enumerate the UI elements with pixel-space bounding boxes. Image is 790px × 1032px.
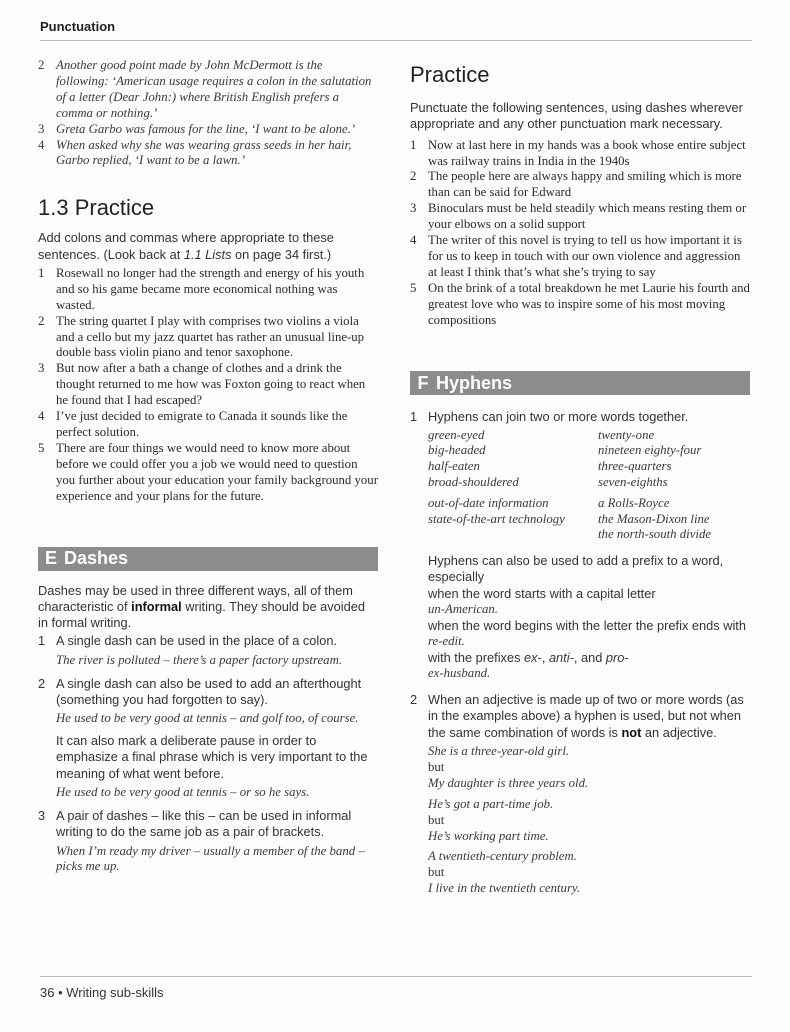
rule-text: A single dash can be used in the place of a colon. [56,633,338,649]
rule-after: an adjective. [641,724,717,740]
example-word: seven-eighths [598,474,668,489]
list-item [38,361,378,409]
item-number: 3 [410,201,417,216]
running-head: Punctuation [40,19,116,34]
but-label: but [428,812,445,827]
left-column [38,58,378,875]
item-text: The writer of this novel is trying to tell us how important it is for us to keep in touch with our own violence and aggression at least I think that’s what she’s trying to say [428,233,742,279]
section-f-banner [410,371,750,395]
rule-text: A single dash can also be used to add an afterthought (something you had forgotten to say). [56,675,362,707]
section-letter: F [417,372,429,393]
item-number: 3 [38,361,45,376]
item-text: When asked why she was wearing grass seeds in her hair, Garbo replied, ‘I want to be a lawn.’ [56,137,352,168]
intro-bold: informal [131,598,182,614]
page-footer: 36 • Writing sub-skills [40,985,164,1000]
list-item [410,169,750,201]
example-word: big-headed [428,443,486,458]
capital-example: un-American. [428,601,499,616]
prefix-list-before: with the prefixes [428,649,525,665]
prefix-pro: pro- [605,649,629,665]
item-number: 4 [410,233,417,248]
practice-instructions: Punctuate the following sentences, using dashes wherever appropriate and any other punctuation mark necessary. [410,100,743,132]
item-text: Greta Garbo was famous for the line, ‘I want to be alone.’ [56,121,356,136]
item-number: 4 [38,137,45,152]
item-number: 3 [38,121,45,136]
rule-text-2: It can also mark a deliberate pause in order to emphasize a final phrase which is very important to the meaning of what went before. [56,733,368,781]
item-text: Another good point made by John McDermott is the following: ‘American usage requires a colon in the salutation of a letter (Dear John:) where British English prefers a comma or nothing.’ [56,58,372,120]
item-text: There are four things we would need to know more about before we could offer you a job we would need to question you further about your education your family background your experience and your plans for the future. [56,440,378,503]
example-word: broad-shouldered [428,474,519,489]
list-item [38,441,378,505]
capital-rule: when the word starts with a capital letter [428,585,656,601]
rule-example: When I’m ready my driver – usually a member of the band – picks me up. [56,843,365,874]
list-item [410,233,750,281]
item-number: 1 [38,633,46,649]
item-text: The string quartet I play with comprises two violins a viola and a cello but my jazz quartet has rather an unusual line-up double bass violin piano and tenor saxophone. [56,313,365,360]
example-word: green-eyed [428,427,485,442]
header-rule [40,40,752,41]
list-item [38,58,378,122]
example-word: a Rolls-Royce [598,496,670,511]
prefix-example: ex-husband. [428,666,491,681]
section-letter: E [44,548,57,569]
example-word: nineteen eighty-four [598,443,702,458]
hyphen-rule-1 [410,409,750,682]
non-adjective-example: My daughter is three years old. [428,775,589,790]
prefix-sep: , and [573,649,606,665]
item-text: Binoculars must be held steadily which means resting them or your elbows on a solid support [428,201,747,232]
list-item [38,266,378,314]
instr-reference: 1.1 Lists [183,246,232,262]
prefix-intro: Hyphens can also be used to add a prefix to a word, especially [428,552,724,585]
list-item [38,122,378,138]
item-number: 1 [38,265,45,280]
example-word: out-of-date information [428,496,549,511]
item-number: 1 [410,409,418,425]
hyphen-examples-grid-1 [428,428,750,490]
item-text: Now at last here in my hands was a book whose entire subject was railway trains in India in the 1940s [428,137,746,168]
right-column [410,62,750,897]
prefix-list [428,650,750,666]
rule-text [428,692,750,741]
item-number: 5 [38,440,45,455]
section-title: Hyphens [436,372,513,393]
practice-heading: Practice [410,62,490,87]
example-word: the Mason-Dixon line [598,511,710,526]
but-label: but [428,759,445,774]
rule-text: A pair of dashes – like this – can be used in informal writing to do the same job as a pair of brackets. [56,807,352,840]
rule-before: When an adjective is made up of two or more words (as in the examples above) a hyphen is used, but not when the same combination of words is [428,692,744,740]
item-text: But now after a bath a change of clothes and a drink the thought returned to me how was Foxton going to react when he found that I had escaped? [56,361,366,408]
adjective-example: He’s got a part-time job. [428,796,554,811]
prefix-ex: ex- [524,649,542,665]
practice-list [410,138,750,329]
item-number: 4 [38,409,45,424]
item-text: On the brink of a total breakdown he met Laurie his fourth and greatest love who was to inspire some of his most moving compositions [428,280,750,327]
dashes-intro [38,583,378,632]
practice-13-heading: 1.3 Practice [38,195,155,221]
item-number: 2 [410,169,417,184]
example-word [428,527,598,543]
rule-example: He used to be very good at tennis – and golf too, of course. [56,711,359,726]
prefix-sep: , [541,649,549,665]
but-label: but [428,865,445,880]
item-number: 3 [38,807,46,823]
rule-example-2: He used to be very good at tennis – or so he says. [56,785,310,800]
adjective-example: She is a three-year-old girl. [428,744,570,759]
section-e-banner [38,547,378,571]
rule-bold: not [621,724,642,740]
footer-rule [40,976,752,977]
instr-before: Add colons and commas where appropriate to these sentences. (Look back at [38,230,334,262]
list-item [410,281,750,329]
item-number: 1 [410,137,417,152]
letter-rule: when the word begins with the letter the prefix ends with [428,617,746,633]
item-text: Rosewall no longer had the strength and energy of his youth and so his game became more economical nothing was wasted. [56,265,365,312]
non-adjective-example: I live in the twentieth century. [428,881,581,896]
hyphen-rule-2 [410,692,750,897]
hyphen-examples-grid-2 [428,496,750,543]
rule-example: The river is polluted – there’s a paper factory upstream. [56,652,343,667]
prefix-anti: anti- [548,649,574,665]
dash-rule-3 [38,808,378,875]
item-number: 2 [38,313,45,328]
item-number: 2 [38,58,45,72]
practice-13-list [38,266,378,505]
intro-quote-list [38,58,378,169]
example-word: three-quarters [598,458,672,473]
item-number: 5 [410,280,417,295]
instr-after: on page 34 first.) [231,246,332,262]
example-word: state-of-the-art technology [428,511,565,526]
example-word: twenty-one [598,427,655,442]
non-adjective-example: He’s working part time. [428,828,549,843]
intro-before: Dashes may be used in three different ways, all of them characteristic of [38,582,353,614]
list-item [38,314,378,362]
adjective-example: A twentieth-century problem. [428,849,577,864]
dash-rule-2 [38,676,378,801]
item-number: 2 [410,692,418,708]
rule-text: Hyphens can join two or more words together. [428,409,689,425]
item-text: The people here are always happy and smiling which is more than can be said for Edward [428,169,742,200]
intro-after: writing. They should be avoided in formal writing. [38,598,365,631]
item-number: 2 [38,675,46,691]
section-title: Dashes [64,548,129,569]
list-item [38,409,378,441]
item-text: I’ve just decided to emigrate to Canada it sounds like the perfect solution. [56,409,348,439]
list-item [38,138,378,170]
letter-example: re-edit. [428,634,465,649]
dash-rule-1 [38,633,378,668]
practice-13-instructions [38,230,378,263]
list-item [410,201,750,233]
example-word: half-eaten [428,458,480,473]
example-word: the north-south divide [598,527,712,542]
list-item [410,138,750,170]
